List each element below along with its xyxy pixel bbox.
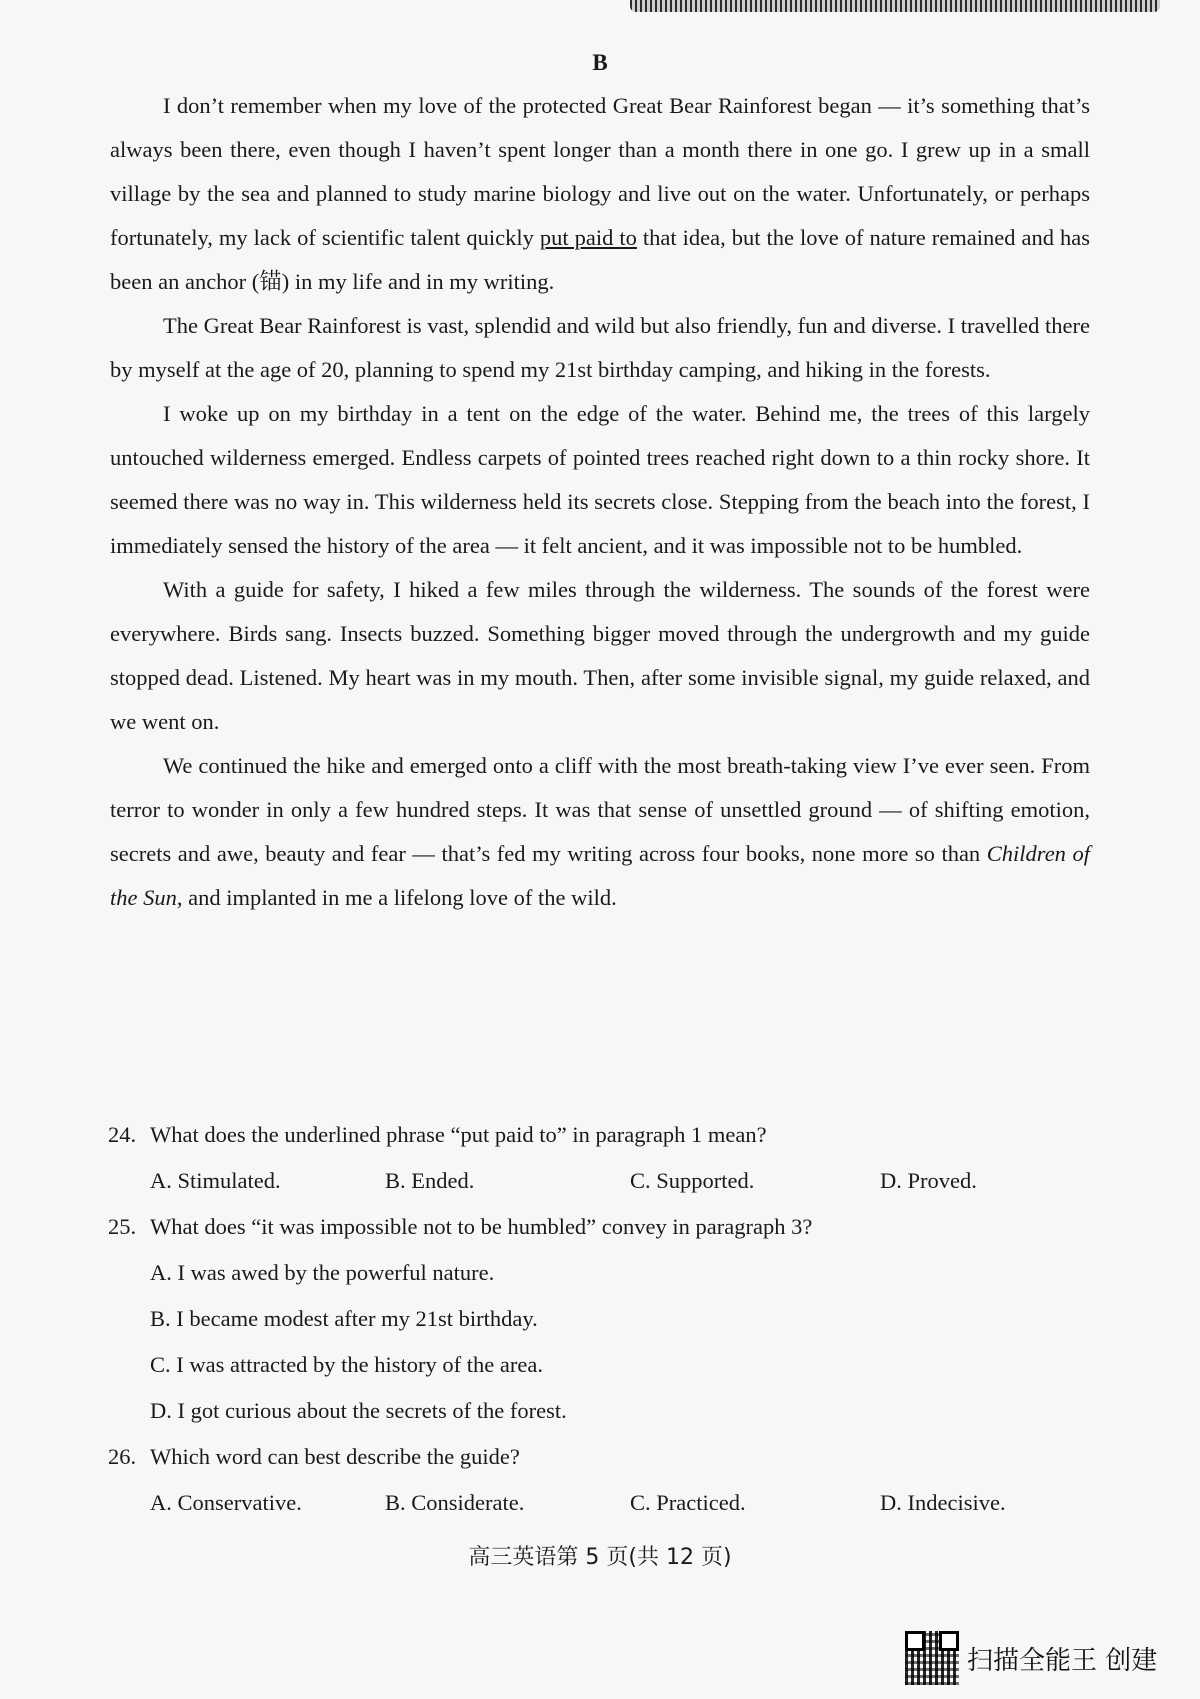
question-number: 24. xyxy=(108,1122,137,1147)
paragraph-2: The Great Bear Rainforest is vast, splendid and wild but also friendly, fun and diverse. I travelled there by myself at the age of 20, planning to spend my 21st birthday camping, and hiking in the forests. xyxy=(110,313,1091,382)
section-heading: B xyxy=(592,50,608,75)
option-b: B. I became modest after my 21st birthday. xyxy=(150,1306,538,1331)
question-24 xyxy=(108,1112,1098,1204)
scanner-watermark xyxy=(905,1630,1157,1686)
option-c: C. Supported. xyxy=(630,1168,755,1193)
option-d: D. I got curious about the secrets of the forest. xyxy=(150,1398,567,1423)
paragraph-1 xyxy=(110,84,1090,304)
question-text: What does the underlined phrase “put paid to” in paragraph 1 mean? xyxy=(150,1122,767,1147)
question-25 xyxy=(108,1204,1098,1434)
question-number: 25. xyxy=(108,1214,137,1239)
question-text: What does “it was impossible not to be humbled” convey in paragraph 3? xyxy=(150,1214,813,1239)
paragraph-5-text-a: We continued the hike and emerged onto a cliff with the most breath-taking view I’ve ever seen. From terror to wonder in only a few hundred steps. It was that sense of unsettled ground — of shifting emotion, secrets and awe, beauty and fear — that’s fed my writing across four books, none more so than xyxy=(110,753,1090,866)
underlined-phrase: put paid to xyxy=(539,225,637,250)
option-d: D. Indecisive. xyxy=(880,1490,1006,1515)
option-c: C. Practiced. xyxy=(630,1490,746,1515)
option-a: A. Conservative. xyxy=(150,1490,302,1515)
paragraph-1-text-a: I don’t remember when my love of the protected Great Bear Rainforest began — it’s something that’s always been there, even though I haven’t spent longer than a month there in one go. I grew up in a small village by the sea and planned to study marine biology and live out on the water. Unfortunately, or perhaps fortunately, my lack of scientific talent quickly xyxy=(110,93,1090,250)
option-c: C. I was attracted by the history of the area. xyxy=(150,1352,543,1377)
page-footer: 高三英语第 5 页(共 12 页) xyxy=(468,1545,732,1570)
book-title: Children of the Sun xyxy=(110,841,1091,910)
option-b: B. Ended. xyxy=(385,1168,475,1193)
qr-code-icon xyxy=(905,1631,959,1685)
option-b: B. Considerate. xyxy=(385,1490,525,1515)
paragraph-1-text-b: that idea, but the love of nature remained and has been an anchor (锚) in my life and in my writing. xyxy=(110,225,1090,294)
question-26 xyxy=(108,1434,1098,1526)
paragraph-5-text-b: , and implanted in me a lifelong love of the wild. xyxy=(176,885,617,910)
paragraph-5 xyxy=(110,744,1090,920)
option-a: A. Stimulated. xyxy=(150,1168,281,1193)
reading-passage xyxy=(110,84,1090,920)
option-d: D. Proved. xyxy=(880,1168,977,1193)
scan-edge-strip xyxy=(630,0,1160,12)
question-text: Which word can best describe the guide? xyxy=(150,1444,520,1469)
question-list xyxy=(108,1112,1098,1526)
watermark-text: 扫描全能王 创建 xyxy=(967,1645,1158,1676)
option-a: A. I was awed by the powerful nature. xyxy=(150,1260,495,1285)
paragraph-4: With a guide for safety, I hiked a few miles through the wilderness. The sounds of the forest were everywhere. Birds sang. Insects buzzed. Something bigger moved through the undergrowth and my guide stopped dead. Listened. My heart was in my mouth. Then, after some invisible signal, my guide relaxed, and we went on. xyxy=(110,577,1090,734)
paragraph-3: I woke up on my birthday in a tent on the edge of the water. Behind me, the trees of this largely untouched wilderness emerged. Endless carpets of pointed trees reached right down to a thin rocky shore. It seemed there was no way in. This wilderness held its secrets close. Stepping from the beach into the forest, I immediately sensed the history of the area — it felt ancient, and it was impossible not to be humbled. xyxy=(110,401,1090,558)
question-number: 26. xyxy=(108,1444,137,1469)
